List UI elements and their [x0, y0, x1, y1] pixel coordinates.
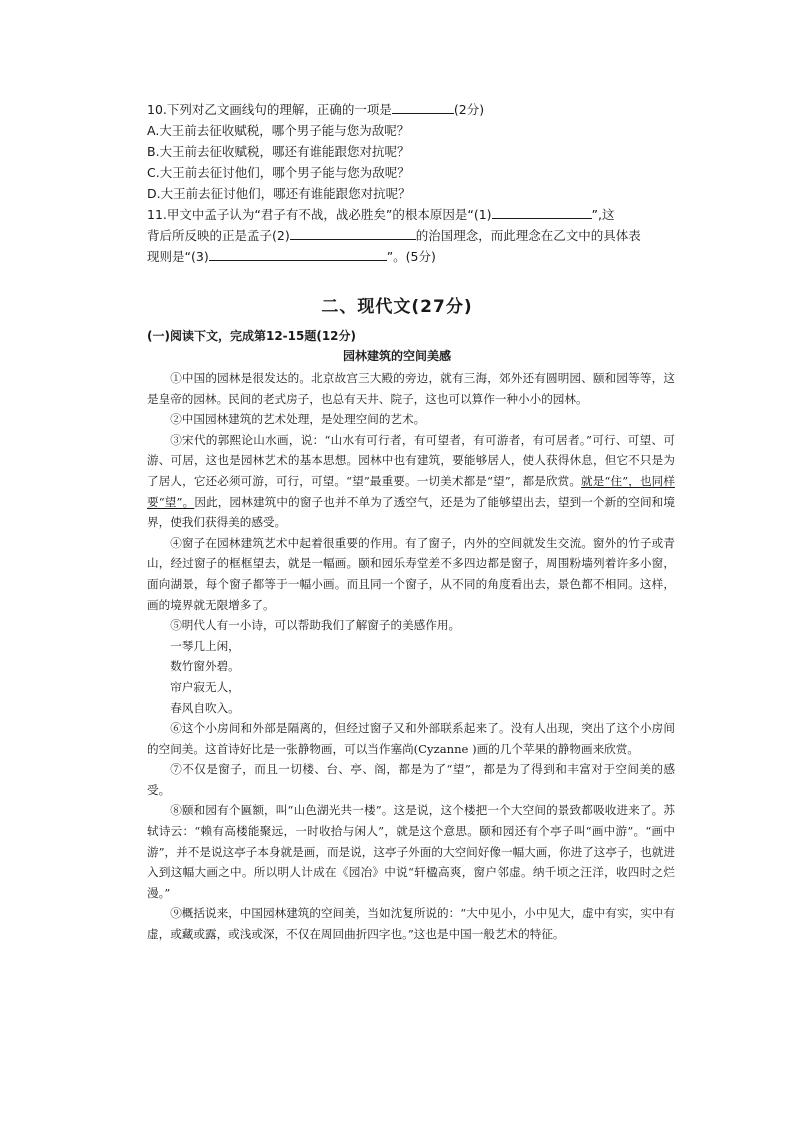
question-11-line1	[147, 204, 667, 226]
poem-line-4: 春风自吹入。	[170, 700, 240, 715]
article-title: 园林建筑的空间美感	[342, 349, 451, 363]
paragraph-1: ①中国的园林是很发达的。北京故宫三大殿的旁边，就有三海，郊外还有圆明园、颐和园等等，这是皇帝的园林。民间的老式房子，也总有天井、院子，这也可以算作一种小小的园林。	[147, 371, 675, 406]
question-11-text-4: 的治国理念，而此理念在乙文中的具体表	[415, 228, 641, 243]
question-11-text-3: 背后所反映的正是孟子	[147, 228, 273, 243]
question-11-text-5: 现则是“	[147, 249, 191, 264]
poem-line-2: 数竹窗外碧。	[170, 659, 240, 674]
blank-mark-3: (3)	[190, 249, 209, 264]
paragraph-5: ⑤明代人有一小诗，可以帮助我们了解窗子的美感作用。	[170, 618, 461, 633]
question-11-line3	[147, 246, 667, 268]
answer-blank-11-1[interactable]	[492, 204, 592, 219]
section-title: 二、现代文(27分)	[321, 297, 473, 317]
option-b: B.大王前去征收赋税，哪还有谁能跟您对抗呢？	[147, 144, 410, 159]
question-11-text-6: ”。(5分)	[386, 249, 436, 264]
poem-line-1: 一琴几上闲，	[170, 638, 240, 653]
paragraph-3	[147, 430, 675, 533]
question-10-score: (2分)	[453, 102, 485, 117]
paragraph-7: ⑦不仅是窗子，而且一切楼、台、亭、阁，都是为了“望”，都是为了得到和丰富对于空间美的感受。	[147, 762, 675, 797]
answer-blank-11-2[interactable]	[290, 225, 416, 240]
answer-blank-10[interactable]	[392, 99, 454, 114]
underlined-sentence: 就是“住”，也同样要“望”。	[147, 473, 675, 509]
question-11-text-1: 11.甲文中孟子认为“君子有不战，战必胜矣”的根本原因是“	[147, 207, 474, 222]
blank-mark-2: (2)	[272, 228, 290, 243]
option-d: D.大王前去征讨他们，哪还有谁能跟您对抗呢？	[147, 186, 411, 201]
option-c: C.大王前去征讨他们，哪个男子能与您为敌呢？	[147, 165, 410, 180]
section-subtitle: (一)阅读下文，完成第12-15题(12分)	[147, 329, 357, 343]
poem-line-3: 帘户寂无人，	[170, 679, 240, 694]
question-10-stem	[147, 99, 667, 121]
question-11-line2	[147, 225, 667, 247]
paragraph-8: ⑧颐和园有个匾额，叫“山色湖光共一楼”。这是说，这个楼把一个大空间的景致都吸收进来了。苏轼诗云：“赖有高楼能聚远，一时收拾与闲人”，就是这个意思。颐和园还有个亭子叫“画中游”。“画中游”，并不是说这亭子本身就是画，而是说，这亭子外面的大空间好像一幅大画，你进了这亭子，也就进入到这幅大画之中。所以明人计成在《园冶》中说“轩楹高爽，窗户邻虚。纳千顷之汪洋，收四时之烂漫。”	[147, 803, 675, 900]
question-11-text-2: ”,这	[591, 207, 615, 222]
paragraph-3-text-a: ③宋代的郭熙论山水画，说：“山水有可行者，有可望者，有可游者，有可居者。”可行、可望、可游、可居，这也是园林艺术的基本思想。园林中也有建筑，要能够居人，使人获得休息，但它不只是为了居人，它还必须可游，可行，可望。“望”最重要。一切美术都是“望”，都是欣赏。	[147, 432, 675, 488]
blank-mark-1: (1)	[473, 207, 492, 222]
paragraph-2: ②中国园林建筑的艺术处理，是处理空间的艺术。	[170, 412, 426, 427]
option-a: A.大王前去征收赋税，哪个男子能与您为敌呢？	[147, 123, 410, 138]
paragraph-3-text-b: 因此，园林建筑中的窗子也并不单为了透空气，还是为了能够望出去，望到一个新的空间和境界，使我们获得美的感受。	[147, 494, 675, 530]
question-10-text: 10.下列对乙文画线句的理解，正确的一项是	[147, 102, 392, 117]
paragraph-4: ④窗子在园林建筑艺术中起着很重要的作用。有了窗子，内外的空间就发生交流。窗外的竹子或青山，经过窗子的框框望去，就是一幅画。颐和园乐寿堂差不多四边都是窗子，周围粉墙列着许多小窗，面向湖景，每个窗子都等于一幅小画。而且同一个窗子，从不同的角度看出去，景色都不相同。这样，画的境界就无限增多了。	[147, 535, 675, 612]
paragraph-6: ⑥这个小房间和外部是隔离的，但经过窗子又和外部联系起来了。没有人出现，突出了这个小房间的空间美。这首诗好比是一张静物画，可以当作塞尚(Cyzanne )画的几个苹果的静物画来欣赏。	[147, 721, 675, 756]
paragraph-9: ⑨概括说来，中国园林建筑的空间美，当如沈复所说的：“大中见小，小中见大，虚中有实，实中有虚，或藏或露，或浅或深，不仅在周回曲折四字也。”这也是中国一般艺术的特征。	[147, 906, 675, 942]
article-body	[147, 368, 675, 945]
answer-blank-11-3[interactable]	[209, 246, 387, 261]
